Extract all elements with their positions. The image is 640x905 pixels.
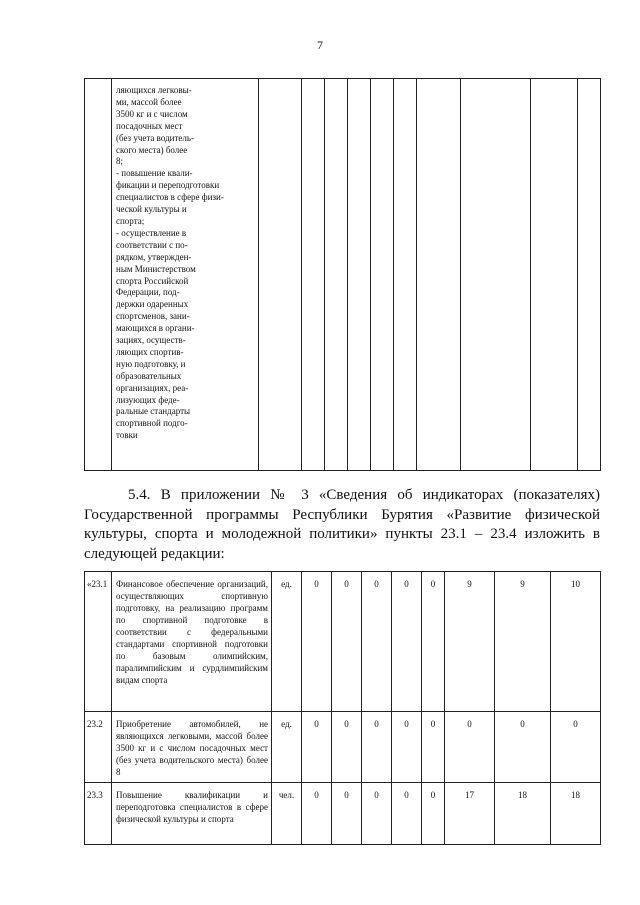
- value-cell: 0: [422, 783, 445, 845]
- cont-cell: [461, 79, 531, 471]
- cont-cell: [417, 79, 461, 471]
- cont-cell: [371, 79, 394, 471]
- value-cell: 0: [392, 712, 422, 783]
- cont-cell: [394, 79, 417, 471]
- continuation-table: [84, 78, 601, 471]
- cont-cell: [325, 79, 348, 471]
- row-number: 23.3: [85, 783, 112, 845]
- amendment-paragraph: [84, 486, 600, 564]
- indicator-name: Приобретение автомобилей, не являющихся легковыми, массой более 3500 кг и с числом посадочных мест (без учета водительского места) более 8: [112, 712, 272, 783]
- amendment-text: 5.4. В приложении № 3 «Сведения об индикаторах (показателях) Государственной программы Республики Бурятия «Развитие физической культуры, спорта и молодежной политики» пункты 23.1 – 23.4 изложить в следующей редакции:: [84, 487, 600, 562]
- table-row: [85, 572, 601, 712]
- value-cell: 0: [422, 712, 445, 783]
- table-row: [85, 712, 601, 783]
- unit-cell: ед.: [272, 712, 302, 783]
- continuation-row: [85, 79, 601, 471]
- cont-cell: [578, 79, 601, 471]
- unit-cell: ед.: [272, 572, 302, 712]
- value-cell: 0: [551, 712, 601, 783]
- cont-cell: [531, 79, 578, 471]
- value-cell: 0: [332, 783, 362, 845]
- indicators-table: [84, 571, 601, 845]
- unit-cell: чел.: [272, 783, 302, 845]
- value-cell: 0: [332, 572, 362, 712]
- indicator-name: Повышение квалификации и переподготовка специалистов в сфере физической культуры и спорта: [112, 783, 272, 845]
- cont-cell-num: [85, 79, 112, 471]
- row-number: «23.1: [85, 572, 112, 712]
- indicator-name: Финансовое обеспечение организаций, осуществляющих спортивную подготовку, на реализацию программ по спортивной подготовке в соответствии с федеральными стандартами спортивной подготовки по базовым олимпийским, паралимпийским и сурдлимпийским видам спорта: [112, 572, 272, 712]
- cont-cell: [348, 79, 371, 471]
- value-cell: 18: [551, 783, 601, 845]
- cont-cell: [302, 79, 325, 471]
- value-cell: 0: [392, 572, 422, 712]
- cont-cell: [259, 79, 302, 471]
- value-cell: 18: [495, 783, 551, 845]
- value-cell: 0: [302, 712, 332, 783]
- value-cell: 0: [422, 572, 445, 712]
- value-cell: 0: [302, 572, 332, 712]
- value-cell: 10: [551, 572, 601, 712]
- value-cell: 0: [362, 572, 392, 712]
- cont-cell-text: [112, 79, 259, 471]
- continuation-text: ляющихся легковы- ми, массой более 3500 кг и с числом посадочных мест (без учета водитель- ского места) более 8; - повышение квали- фикации и переподготовки специалистов в сфере физи- ческой культуры и спорта; - осуществление в соответствии с по- рядком, утвержден- ным Министерством спорта Российской Федерации, под- держки одаренных спортсменов, зани- мающихся в органи- зациях, осуществ- ляющих спортив- ную подготовку, и образовательных организациях, реа- лизующих феде- ральные стандарты спортивной подго- товки: [116, 85, 224, 441]
- value-cell: 17: [445, 783, 495, 845]
- value-cell: 0: [392, 783, 422, 845]
- page-number: 7: [317, 38, 323, 52]
- value-cell: 9: [495, 572, 551, 712]
- value-cell: 0: [495, 712, 551, 783]
- value-cell: 0: [302, 783, 332, 845]
- value-cell: 0: [362, 712, 392, 783]
- row-number: 23.2: [85, 712, 112, 783]
- value-cell: 0: [445, 712, 495, 783]
- value-cell: 9: [445, 572, 495, 712]
- value-cell: 0: [332, 712, 362, 783]
- value-cell: 0: [362, 783, 392, 845]
- table-row: [85, 783, 601, 845]
